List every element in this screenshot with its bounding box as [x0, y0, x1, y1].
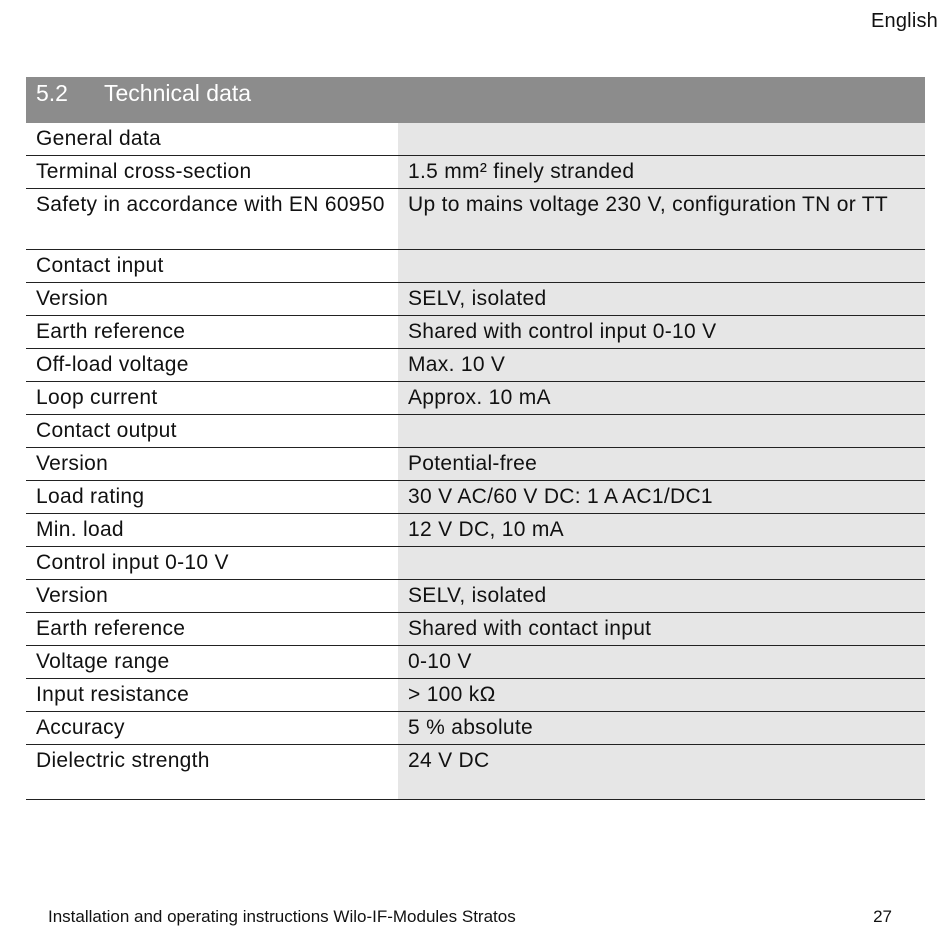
row-label: Input resistance	[26, 679, 398, 712]
table-row	[26, 250, 925, 283]
row-label: General data	[26, 123, 398, 156]
row-label: Dielectric strength	[26, 745, 398, 800]
table-row	[26, 745, 925, 800]
section-number: 5.2	[36, 80, 68, 106]
row-value: 0-10 V	[398, 646, 925, 679]
row-value	[398, 123, 925, 156]
table-row	[26, 316, 925, 349]
row-label: Contact input	[26, 250, 398, 283]
table-row	[26, 679, 925, 712]
row-value: 24 V DC	[398, 745, 925, 800]
section-header	[26, 77, 925, 123]
table-row	[26, 613, 925, 646]
row-value	[398, 415, 925, 448]
table-row	[26, 189, 925, 250]
table-row	[26, 580, 925, 613]
table-row	[26, 349, 925, 382]
row-value: Potential-free	[398, 448, 925, 481]
row-label: Loop current	[26, 382, 398, 415]
table-row	[26, 646, 925, 679]
table-row	[26, 514, 925, 547]
table-row	[26, 123, 925, 156]
row-value: 30 V AC/60 V DC: 1 A AC1/DC1	[398, 481, 925, 514]
row-value: Shared with control input 0-10 V	[398, 316, 925, 349]
row-label: Control input 0-10 V	[26, 547, 398, 580]
table-row	[26, 712, 925, 745]
row-value: Shared with contact input	[398, 613, 925, 646]
row-label: Version	[26, 283, 398, 316]
row-label: Min. load	[26, 514, 398, 547]
row-label: Version	[26, 448, 398, 481]
language-label: English	[871, 10, 938, 32]
row-value: > 100 kΩ	[398, 679, 925, 712]
section-title: Technical data	[104, 80, 252, 106]
row-label: Earth reference	[26, 613, 398, 646]
row-label: Accuracy	[26, 712, 398, 745]
table-row	[26, 415, 925, 448]
row-label: Terminal cross-section	[26, 156, 398, 189]
row-label: Safety in accordance with EN 60950	[26, 189, 398, 250]
row-value: 12 V DC, 10 mA	[398, 514, 925, 547]
row-value: 1.5 mm² finely stranded	[398, 156, 925, 189]
row-label: Load rating	[26, 481, 398, 514]
table-row	[26, 448, 925, 481]
row-value: Max. 10 V	[398, 349, 925, 382]
row-value: Approx. 10 mA	[398, 382, 925, 415]
page-footer	[48, 907, 892, 927]
row-label: Version	[26, 580, 398, 613]
footer-document-title: Installation and operating instructions Wilo-IF-Modules Stratos	[48, 907, 516, 926]
row-label: Off-load voltage	[26, 349, 398, 382]
table-row	[26, 156, 925, 189]
row-value: SELV, isolated	[398, 580, 925, 613]
table-row	[26, 382, 925, 415]
row-value: Up to mains voltage 230 V, configuration TN or TT	[398, 189, 925, 250]
page-number: 27	[873, 907, 892, 926]
row-label: Voltage range	[26, 646, 398, 679]
row-label: Earth reference	[26, 316, 398, 349]
row-value	[398, 547, 925, 580]
table-row	[26, 283, 925, 316]
row-value: SELV, isolated	[398, 283, 925, 316]
row-label: Contact output	[26, 415, 398, 448]
technical-data-table	[26, 123, 925, 800]
row-value: 5 % absolute	[398, 712, 925, 745]
table-row	[26, 481, 925, 514]
table-row	[26, 547, 925, 580]
row-value	[398, 250, 925, 283]
